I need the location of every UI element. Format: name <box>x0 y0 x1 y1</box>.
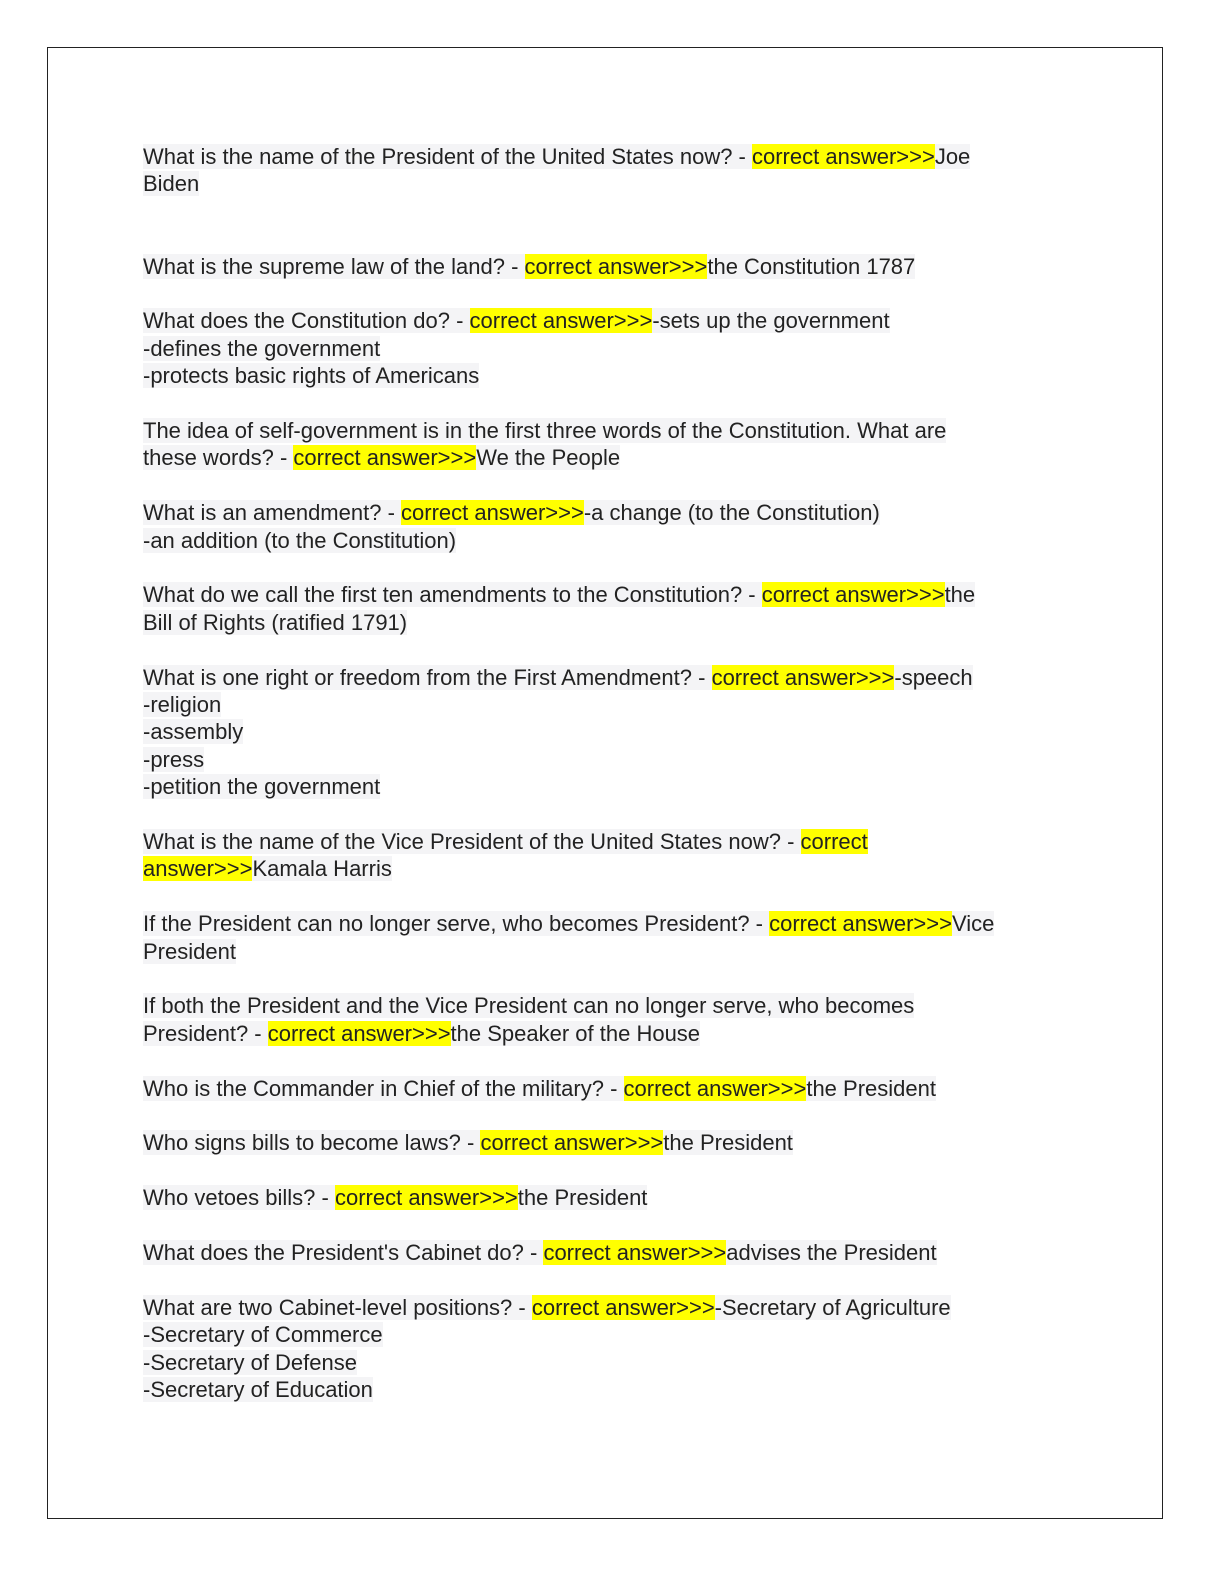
question-text: -petition the government <box>143 774 381 800</box>
qa-item <box>143 1129 1078 1156</box>
answer-text: the President <box>663 1130 793 1156</box>
qa-item <box>143 1239 1078 1266</box>
qa-item <box>143 581 1078 636</box>
question-text: -protects basic rights of Americans <box>143 363 480 389</box>
question-text: If both the President and the Vice President can no longer serve, who becomes <box>143 993 915 1019</box>
qa-line <box>143 1239 1078 1266</box>
qa-line <box>143 1129 1078 1156</box>
qa-list <box>143 143 1078 1431</box>
qa-line <box>143 1349 1078 1376</box>
question-text: What is the name of the President of the United States now? - <box>143 144 752 169</box>
question-text: -an addition (to the Constitution) <box>143 527 457 553</box>
answer-marker: correct <box>800 829 868 855</box>
question-text: Who signs bills to become laws? - <box>143 1130 481 1156</box>
answer-text: Vice <box>951 911 995 937</box>
question-text: What does the Constitution do? - <box>143 308 470 334</box>
qa-item <box>143 253 1078 280</box>
answer-text: -Secretary of Agriculture <box>714 1294 951 1320</box>
qa-line <box>143 581 1078 608</box>
question-text: What are two Cabinet-level positions? - <box>143 1294 532 1320</box>
qa-item <box>143 143 1078 198</box>
question-text: If the President can no longer serve, who becomes President? - <box>143 911 770 937</box>
question-text: What do we call the first ten amendments to the Constitution? - <box>143 582 762 608</box>
question-text: Biden <box>143 171 200 197</box>
qa-line <box>143 910 1078 937</box>
answer-text: the President <box>806 1075 936 1101</box>
answer-text: -speech <box>894 664 973 690</box>
qa-line <box>143 992 1078 1019</box>
answer-text: We the People <box>476 445 621 471</box>
answer-text: the Speaker of the House <box>450 1020 701 1046</box>
qa-line <box>143 253 1078 280</box>
question-text: -Secretary of Defense <box>143 1349 357 1375</box>
qa-line <box>143 1184 1078 1211</box>
qa-line <box>143 1294 1078 1321</box>
question-text: President? - <box>143 1020 268 1046</box>
qa-line <box>143 938 1078 965</box>
qa-line <box>143 1075 1078 1102</box>
qa-item <box>143 307 1078 389</box>
question-text: Bill of Rights (ratified 1791) <box>143 609 408 635</box>
question-text: What is an amendment? - <box>143 500 402 526</box>
answer-marker: correct answer>>> <box>334 1185 518 1211</box>
answer-marker: correct answer>>> <box>531 1294 715 1320</box>
qa-item <box>143 664 1078 801</box>
question-text: What does the President's Cabinet do? - <box>143 1240 544 1266</box>
question-text: Who vetoes bills? - <box>143 1185 335 1211</box>
answer-text: Joe <box>934 144 971 169</box>
answer-marker: answer>>> <box>143 856 253 882</box>
qa-line <box>143 1321 1078 1348</box>
qa-line <box>143 335 1078 362</box>
question-text: The idea of self-government is in the first three words of the Constitution. What are <box>143 418 947 444</box>
qa-line <box>143 143 1078 170</box>
answer-text: advises the President <box>726 1240 937 1266</box>
question-text: -Secretary of Commerce <box>143 1322 383 1348</box>
answer-marker: correct answer>>> <box>769 911 952 937</box>
question-text: -religion <box>143 692 222 718</box>
qa-line <box>143 746 1078 773</box>
question-text: What is the supreme law of the land? - <box>143 253 525 279</box>
question-text: What is the name of the Vice President of the United States now? - <box>143 829 801 855</box>
answer-marker: correct answer>>> <box>480 1130 664 1156</box>
qa-line <box>143 170 1078 197</box>
question-text: -assembly <box>143 719 244 745</box>
qa-line <box>143 1376 1078 1403</box>
answer-text: -a change (to the Constitution) <box>583 500 880 526</box>
question-text: -press <box>143 746 205 772</box>
qa-line <box>143 609 1078 636</box>
qa-line <box>143 417 1078 444</box>
answer-text: the Constitution 1787 <box>707 253 916 279</box>
answer-marker: correct answer>>> <box>711 664 895 690</box>
answer-marker: correct answer>>> <box>623 1075 807 1101</box>
answer-text: the <box>944 582 976 608</box>
qa-item <box>143 1184 1078 1211</box>
question-text: Who is the Commander in Chief of the military? - <box>143 1075 624 1101</box>
qa-item <box>143 1075 1078 1102</box>
qa-line <box>143 527 1078 554</box>
question-text: President <box>143 938 236 964</box>
answer-marker: correct answer>>> <box>761 582 945 608</box>
question-text: -Secretary of Education <box>143 1377 373 1403</box>
question-text: these words? - <box>143 445 294 471</box>
answer-text: -sets up the government <box>652 308 890 334</box>
answer-marker: correct answer>>> <box>293 445 477 471</box>
answer-text: the President <box>517 1185 648 1211</box>
answer-marker: correct answer>>> <box>267 1020 451 1046</box>
qa-line <box>143 444 1078 471</box>
qa-item <box>143 417 1078 472</box>
qa-line <box>143 828 1078 855</box>
answer-text: Kamala Harris <box>252 856 392 882</box>
qa-item <box>143 992 1078 1047</box>
qa-item <box>143 1294 1078 1404</box>
qa-line <box>143 773 1078 800</box>
answer-marker: correct answer>>> <box>543 1240 727 1266</box>
qa-line <box>143 1020 1078 1047</box>
qa-line <box>143 307 1078 334</box>
question-text: What is one right or freedom from the First Amendment? - <box>143 664 712 690</box>
qa-line <box>143 362 1078 389</box>
qa-item <box>143 828 1078 883</box>
qa-item <box>143 910 1078 965</box>
question-text: -defines the government <box>143 335 381 361</box>
answer-marker: correct answer>>> <box>524 253 708 279</box>
qa-line <box>143 691 1078 718</box>
qa-item <box>143 499 1078 554</box>
answer-marker: correct answer>>> <box>401 500 584 526</box>
qa-line <box>143 499 1078 526</box>
answer-marker: correct answer>>> <box>752 144 935 169</box>
qa-line <box>143 855 1078 882</box>
qa-line <box>143 664 1078 691</box>
answer-marker: correct answer>>> <box>469 308 653 334</box>
qa-line <box>143 718 1078 745</box>
